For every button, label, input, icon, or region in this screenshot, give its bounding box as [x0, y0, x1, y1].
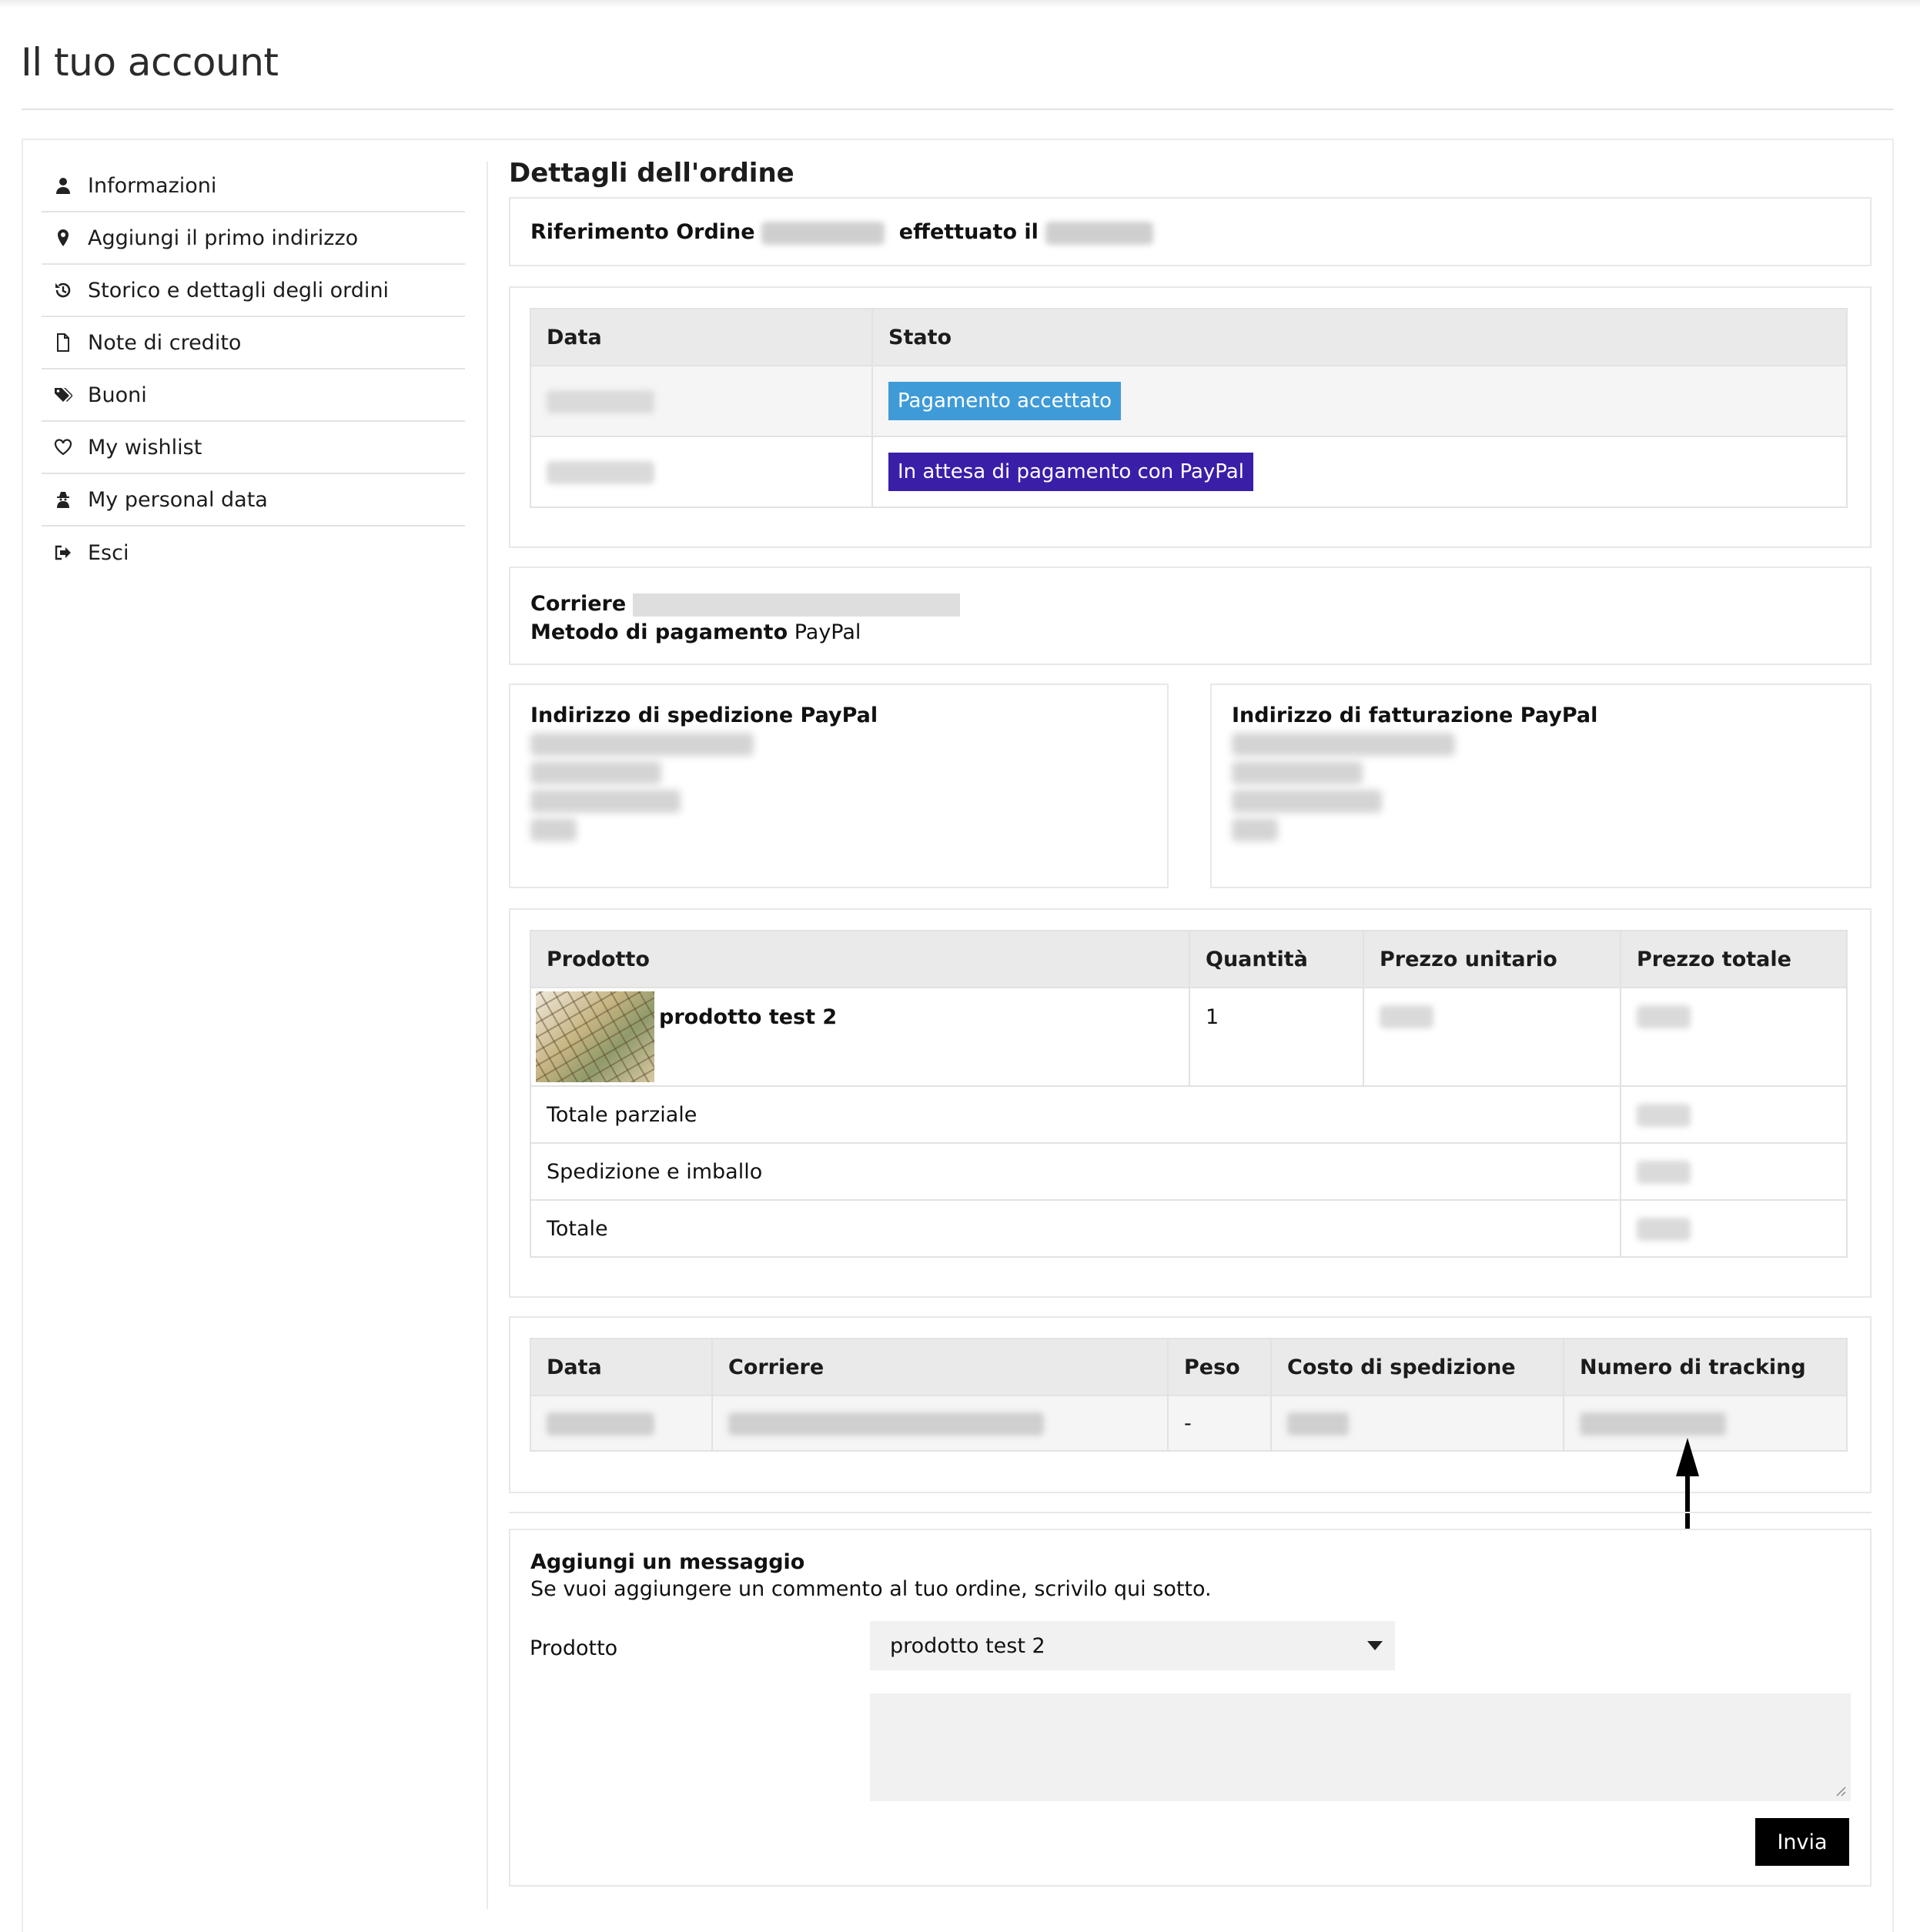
- address-line: [530, 790, 681, 813]
- carrier-value: [633, 593, 960, 617]
- address-line: [1232, 733, 1455, 756]
- sidebar-item-label: Storico e dettagli degli ordini: [88, 278, 390, 303]
- col-header-quantity: Quantità: [1189, 931, 1363, 988]
- sidebar-item-credit-notes[interactable]: [42, 317, 465, 369]
- address-line: [530, 818, 577, 841]
- shipping-carrier: [712, 1396, 1168, 1451]
- sidebar-item-label: Aggiungi il primo indirizzo: [88, 226, 359, 250]
- user-icon: [52, 175, 74, 196]
- product-select[interactable]: [870, 1621, 1395, 1670]
- address-line: [1232, 818, 1278, 841]
- status-badge: Pagamento accettato: [888, 382, 1121, 420]
- heart-icon: [52, 436, 74, 458]
- col-header-tracking: Numero di tracking: [1564, 1339, 1847, 1396]
- sidebar-item-label: Buoni: [88, 383, 147, 407]
- map-marker-icon: [52, 227, 74, 249]
- col-header-date: Data: [530, 1339, 712, 1396]
- message-subtitle: Se vuoi aggiungere un commento al tuo ordine, scrivilo qui sotto.: [530, 1577, 1212, 1601]
- order-date-value: [1045, 222, 1153, 245]
- product-select-label: Prodotto: [530, 1636, 618, 1660]
- table-row: [530, 1143, 1847, 1200]
- product-unit-price: [1363, 988, 1621, 1086]
- table-row: [530, 1396, 1847, 1451]
- resize-handle-icon[interactable]: [1835, 1786, 1846, 1797]
- shipping-cost: [1271, 1396, 1564, 1451]
- status-cell: [872, 366, 1847, 436]
- col-header-status: Stato: [872, 309, 1847, 366]
- sidebar-item-logout[interactable]: [42, 526, 465, 579]
- user-secret-icon: [52, 489, 74, 510]
- file-icon: [52, 332, 74, 353]
- sidebar-item-order-history[interactable]: [42, 265, 465, 317]
- shipping-cost-label: Spedizione e imballo: [530, 1143, 1621, 1200]
- message-textarea[interactable]: [870, 1693, 1851, 1801]
- table-row: [530, 988, 1847, 1086]
- col-header-product: Prodotto: [530, 931, 1189, 988]
- address-line: [1232, 790, 1382, 813]
- shipping-address-title: Indirizzo di spedizione PayPal: [530, 704, 878, 727]
- col-header-carrier: Corriere: [712, 1339, 1168, 1396]
- status-date-cell: [530, 436, 872, 507]
- sidebar-item-wishlist[interactable]: [42, 422, 465, 474]
- total-label: Totale: [530, 1200, 1621, 1257]
- title-divider: [22, 109, 1894, 110]
- payment-method-label: Metodo di pagamento: [530, 620, 788, 644]
- product-select-value: prodotto test 2: [890, 1633, 1045, 1658]
- order-status-table: [530, 308, 1848, 508]
- order-reference-label: Riferimento Ordine: [530, 220, 755, 244]
- shipping-cost-value: [1621, 1143, 1847, 1200]
- sidebar-item-label: Informazioni: [88, 173, 217, 198]
- tags-icon: [52, 384, 74, 406]
- shipping-weight: -: [1168, 1396, 1271, 1451]
- sidebar-item-informazioni[interactable]: [42, 160, 465, 212]
- products-table: [530, 930, 1848, 1258]
- carrier-payment-box: [509, 567, 1871, 665]
- col-header-weight: Peso: [1168, 1339, 1271, 1396]
- product-quantity: 1: [1189, 988, 1363, 1086]
- col-header-shipping-cost: Costo di spedizione: [1271, 1339, 1564, 1396]
- table-row: [530, 1200, 1847, 1257]
- col-header-date: Data: [530, 309, 872, 366]
- billing-address-title: Indirizzo di fatturazione PayPal: [1232, 704, 1598, 727]
- shipping-address-box: [509, 684, 1169, 888]
- sign-out-icon: [52, 542, 74, 563]
- product-cell: [530, 988, 1189, 1086]
- product-total-price: [1621, 988, 1847, 1086]
- message-title: Aggiungi un messaggio: [530, 1550, 805, 1574]
- sidebar-divider: [487, 162, 488, 1909]
- col-header-unit-price: Prezzo unitario: [1363, 931, 1621, 988]
- sidebar-item-label: Note di credito: [88, 330, 242, 355]
- shipping-date: [530, 1396, 712, 1451]
- sidebar-item-label: My wishlist: [88, 435, 202, 460]
- sidebar-item-label: My personal data: [88, 487, 268, 512]
- status-cell: [872, 436, 1847, 507]
- col-header-total-price: Prezzo totale: [1621, 931, 1847, 988]
- subtotal-label: Totale parziale: [530, 1086, 1621, 1143]
- shipping-table: [530, 1338, 1848, 1452]
- product-thumbnail[interactable]: [536, 991, 654, 1082]
- order-reference-box: [509, 197, 1871, 266]
- history-icon: [52, 279, 74, 301]
- payment-method-value: PayPal: [794, 620, 861, 644]
- caret-down-icon: [1367, 1641, 1383, 1650]
- order-reference-value: [761, 222, 885, 245]
- table-row: [530, 436, 1847, 507]
- address-line: [530, 733, 754, 756]
- send-button[interactable]: Invia: [1755, 1818, 1849, 1866]
- address-line: [530, 761, 661, 784]
- table-row: [530, 366, 1847, 436]
- sidebar-item-add-address[interactable]: [42, 212, 465, 265]
- address-line: [1232, 761, 1363, 784]
- tracking-number[interactable]: [1564, 1396, 1847, 1451]
- status-badge: In attesa di pagamento con PayPal: [888, 453, 1253, 491]
- sidebar-item-personal-data[interactable]: [42, 474, 465, 526]
- billing-address-box: [1210, 684, 1871, 888]
- table-row: [530, 1086, 1847, 1143]
- carrier-label: Corriere: [530, 592, 627, 616]
- message-divider: [509, 1512, 1871, 1513]
- order-placed-label: effettuato il: [898, 220, 1039, 244]
- subtotal-value: [1621, 1086, 1847, 1143]
- total-value: [1621, 1200, 1847, 1257]
- sidebar-item-vouchers[interactable]: [42, 369, 465, 422]
- page-title: Il tuo account: [21, 40, 279, 85]
- sidebar-item-label: Esci: [88, 540, 129, 565]
- product-name[interactable]: prodotto test 2: [659, 1005, 838, 1029]
- status-date-cell: [530, 366, 872, 436]
- top-shadow: [0, 0, 1920, 8]
- order-details-title: Dettagli dell'ordine: [509, 158, 794, 189]
